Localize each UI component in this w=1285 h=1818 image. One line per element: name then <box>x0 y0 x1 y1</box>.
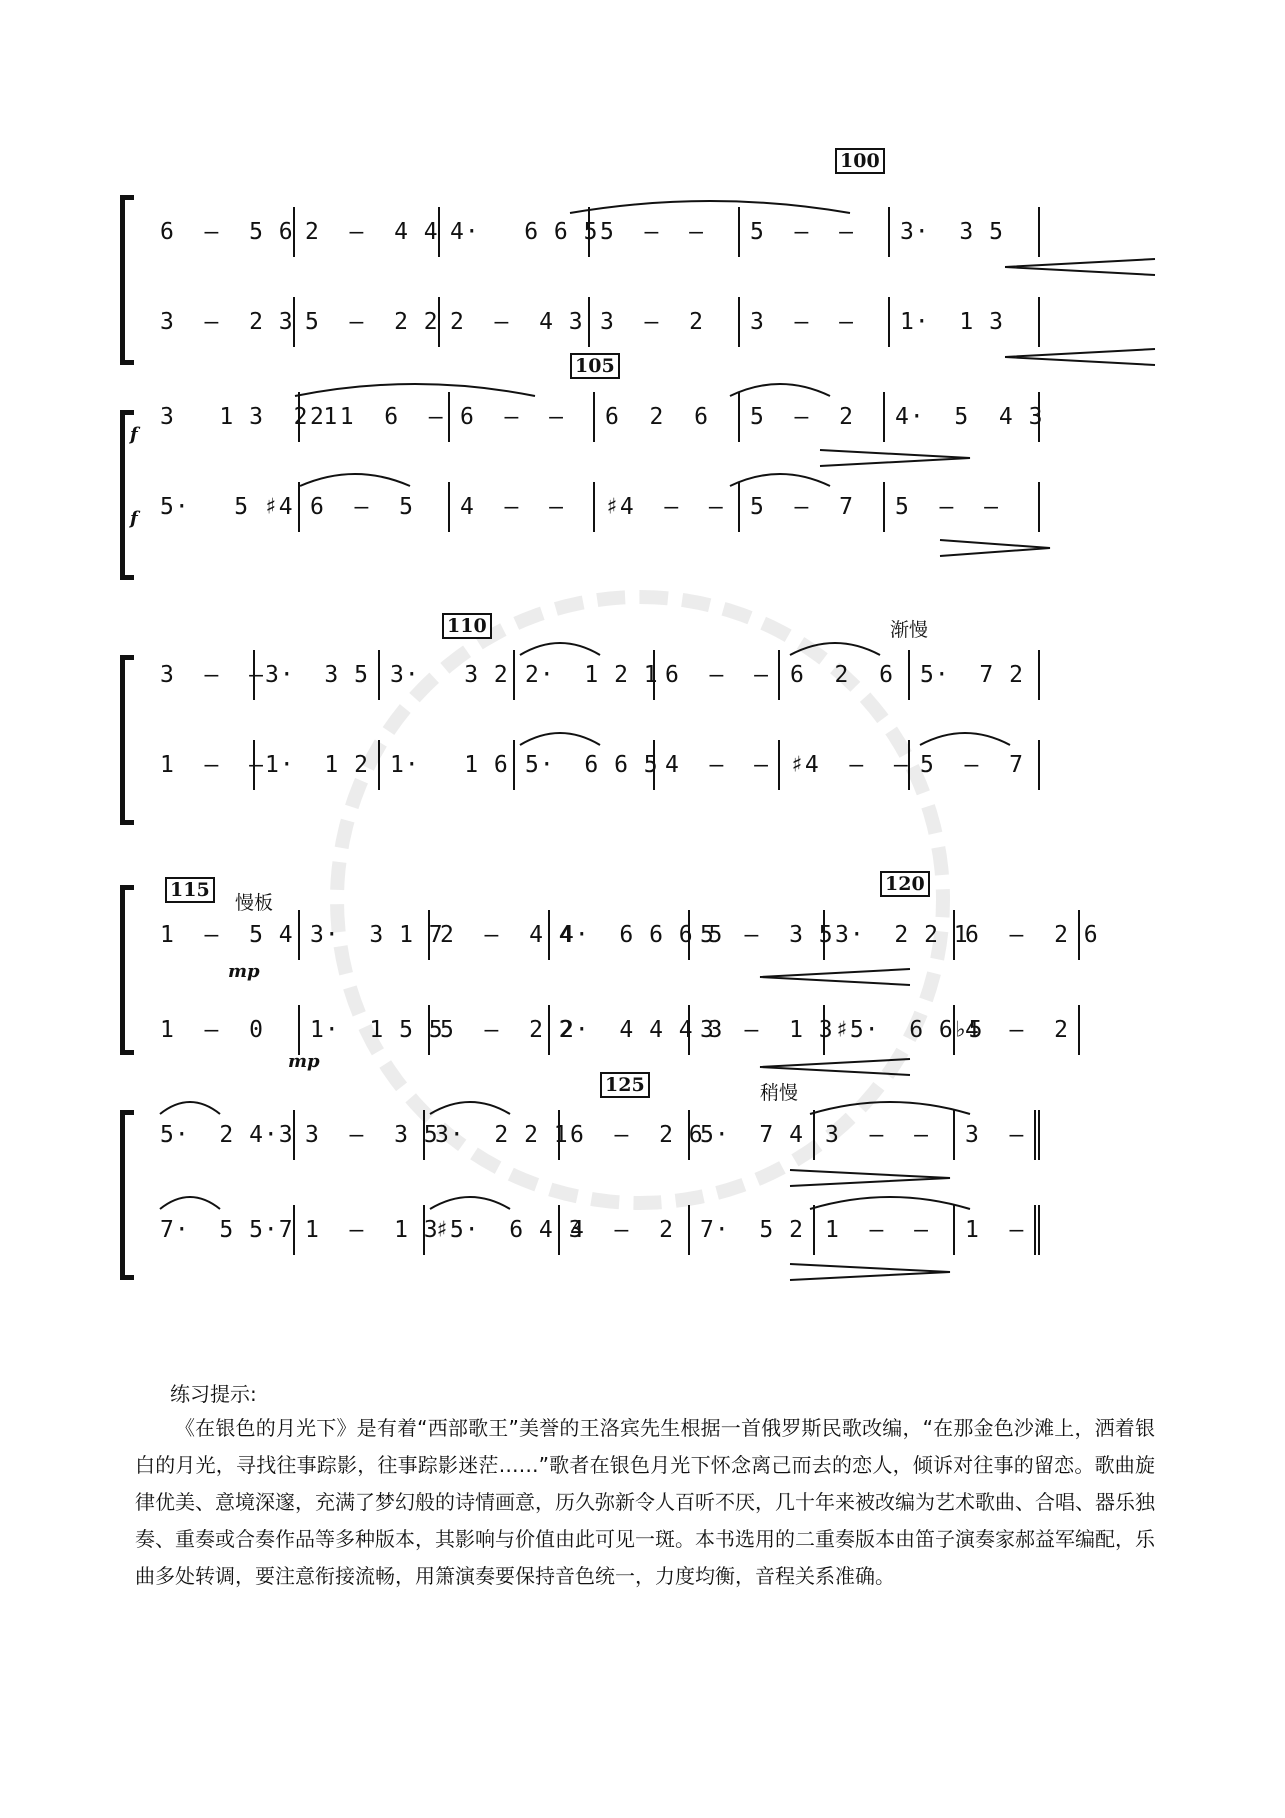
measure: 5 – 7 <box>740 482 885 532</box>
rehearsal-mark: 110 <box>442 613 492 639</box>
score-system-2 <box>120 355 1180 580</box>
measure: 6 – – <box>655 650 780 700</box>
tempo-marking: 慢板 <box>235 892 274 914</box>
measure: 2 – 4 4 <box>295 207 440 257</box>
system-bracket <box>120 1110 134 1280</box>
measure: 2· 1 2 1 <box>515 650 655 700</box>
slur <box>285 378 545 398</box>
measure: 4· 6 6 5 <box>440 207 590 257</box>
measure: 3 – – <box>740 297 890 347</box>
decrescendo-hairpin <box>940 538 1050 558</box>
final-barline-measure: 3 – <box>955 1110 1040 1160</box>
measure: 5· 5 ♯4 <box>150 482 300 532</box>
top-staff <box>150 1110 1180 1160</box>
measure: 5· 7 2 <box>910 650 1040 700</box>
measure: 5 – – <box>590 207 740 257</box>
measure: 6 – 2 6 <box>955 910 1080 960</box>
score-system-1 <box>120 150 1180 365</box>
score-system-3 <box>120 615 1180 825</box>
measure: 1· 1 5 5 <box>300 1005 430 1055</box>
slur <box>720 468 840 488</box>
score-system-4 <box>120 873 1180 1072</box>
slur <box>560 195 860 215</box>
dynamic-marking: f <box>130 424 138 445</box>
top-staff <box>150 650 1180 700</box>
slur <box>290 468 420 488</box>
score-system-5 <box>120 1074 1180 1280</box>
measure: 2· 4 4 4 3 <box>550 1005 690 1055</box>
measure: 7· 5 5·7 <box>150 1205 295 1255</box>
measure: 5 – – <box>740 207 890 257</box>
crescendo-hairpin <box>760 967 910 987</box>
dynamic-marking: f <box>130 508 138 529</box>
measure: 5 – 7 <box>910 740 1040 790</box>
measure: 4· 6 6 6 5 <box>550 910 690 960</box>
bottom-staff <box>150 297 1180 347</box>
measure: 6 – 2 6 <box>560 1110 690 1160</box>
measure: 2 – 4 4 <box>430 910 550 960</box>
measure: 3· 3 5 <box>255 650 380 700</box>
measure: 3· 3 2 <box>380 650 515 700</box>
measure: 4 – – <box>655 740 780 790</box>
crescendo-hairpin <box>1005 257 1155 297</box>
measure: 3· 3 5 <box>890 207 1040 257</box>
dynamic-marking: mp <box>288 1051 320 1072</box>
measure: 3 – – <box>150 650 255 700</box>
measure: 5· 2 4·3 <box>150 1110 295 1160</box>
slur <box>420 1191 520 1211</box>
measure: 3· 3 1 7 <box>300 910 430 960</box>
slur <box>510 727 610 747</box>
system-bracket <box>120 885 134 1055</box>
practice-tips-body: 《在银色的月光下》是有着“西部歌王”美誉的王洛宾先生根据一首俄罗斯民歌改编，“在那金色沙滩上，洒着银白的月光，寻找往事踪影，往事踪影迷茫……”歌者在银色月光下怀念离己而去的恋人，倾诉对往事的留恋。歌曲旋律优美、意境深邃，充满了梦幻般的诗情画意，历久弥新令人百听不厌，几十年来被改编为艺术歌曲、合唱、器乐独奏、重奏或合奏作品等多种版本，其影响与价值由此可见一斑。本书选用的二重奏版本由笛子演奏家郝益军编配，乐曲多处转调，要注意衔接流畅，用箫演奏要保持音色统一，力度均衡，音程关系准确。 <box>135 1416 1155 1588</box>
rehearsal-mark: 120 <box>880 871 930 897</box>
measure: 1 – – <box>815 1205 955 1255</box>
measure: 4 – 2 <box>560 1205 690 1255</box>
measure: 5· 6 6 5 <box>515 740 655 790</box>
measure: 2 1 6 – <box>300 392 450 442</box>
top-staff <box>150 910 1180 960</box>
measure: 1 – 5 4 <box>150 910 300 960</box>
measure: ♯5· 6 4 3 <box>425 1205 560 1255</box>
measure: 3 – 3 5 <box>295 1110 425 1160</box>
bottom-staff <box>150 740 1180 790</box>
rehearsal-mark: 115 <box>165 877 215 903</box>
slur <box>720 378 840 398</box>
slur <box>150 1191 230 1211</box>
measure: 3· 2 2 1 <box>425 1110 560 1160</box>
top-staff <box>150 392 1180 442</box>
decrescendo-hairpin <box>1005 347 1155 367</box>
measure: 1 – – <box>150 740 255 790</box>
decrescendo-hairpin <box>790 1168 950 1188</box>
measure: 3 – 2 3 <box>150 297 295 347</box>
measure: ♯5· 6 6♭5 <box>825 1005 955 1055</box>
bottom-staff <box>150 1005 1180 1055</box>
measure: 6 – 5 <box>300 482 450 532</box>
system-bracket <box>120 655 134 825</box>
measure: 1 – 0 <box>150 1005 300 1055</box>
measure: 6 – – <box>450 392 595 442</box>
system-bracket <box>120 195 134 365</box>
measure: 6 2 6 <box>780 650 910 700</box>
measure: 7· 5 2 <box>690 1205 815 1255</box>
practice-tips-title: 练习提示: <box>170 1382 257 1406</box>
final-barline-measure: 1 – <box>955 1205 1040 1255</box>
measure: 4· 5 4 3 <box>885 392 1040 442</box>
measure: 5 – 2 2 <box>295 297 440 347</box>
measure: 5 – – <box>885 482 1040 532</box>
decrescendo-hairpin <box>820 448 970 468</box>
tie <box>800 1096 980 1116</box>
measure: 3 – 2 <box>590 297 740 347</box>
measure: ♯4 – – <box>595 482 740 532</box>
measure: 5 – 3 5 <box>690 910 825 960</box>
slur <box>910 727 1020 747</box>
measure: ♯4 – – <box>780 740 910 790</box>
crescendo-hairpin <box>760 1057 910 1077</box>
measure: 3 1 3 2 1 <box>150 392 300 442</box>
measure: 5 – 2 2 <box>430 1005 550 1055</box>
dynamic-marking: mp <box>228 961 260 982</box>
measure: 1· 1 3 <box>890 297 1040 347</box>
measure: 4 – – <box>450 482 595 532</box>
measure: 1· 1 6 <box>380 740 515 790</box>
measure: 5 – 2 <box>740 392 885 442</box>
tempo-marking: 稍慢 <box>760 1082 799 1104</box>
measure: 5· 7 4 <box>690 1110 815 1160</box>
measure: 6 2 6 <box>595 392 740 442</box>
slur <box>780 637 890 657</box>
tempo-marking: 渐慢 <box>890 619 929 641</box>
rehearsal-mark: 100 <box>835 148 885 174</box>
measure: 4 – 2 <box>955 1005 1080 1055</box>
measure: 2 – 4 3 <box>440 297 590 347</box>
measure: 1· 1 2 <box>255 740 380 790</box>
tie <box>800 1191 980 1211</box>
bottom-staff <box>150 1205 1180 1255</box>
slur <box>420 1096 520 1116</box>
decrescendo-hairpin <box>790 1262 950 1282</box>
measure: 3 – – <box>815 1110 955 1160</box>
measure: 3· 2 2 1 <box>825 910 955 960</box>
rehearsal-mark: 105 <box>570 353 620 379</box>
rehearsal-mark: 125 <box>600 1072 650 1098</box>
slur <box>510 637 610 657</box>
measure: 3 – 1 3 <box>690 1005 825 1055</box>
slur <box>150 1096 230 1116</box>
measure: 1 – 1 3 <box>295 1205 425 1255</box>
measure: 6 – 5 6 <box>150 207 295 257</box>
bottom-staff <box>150 482 1180 532</box>
